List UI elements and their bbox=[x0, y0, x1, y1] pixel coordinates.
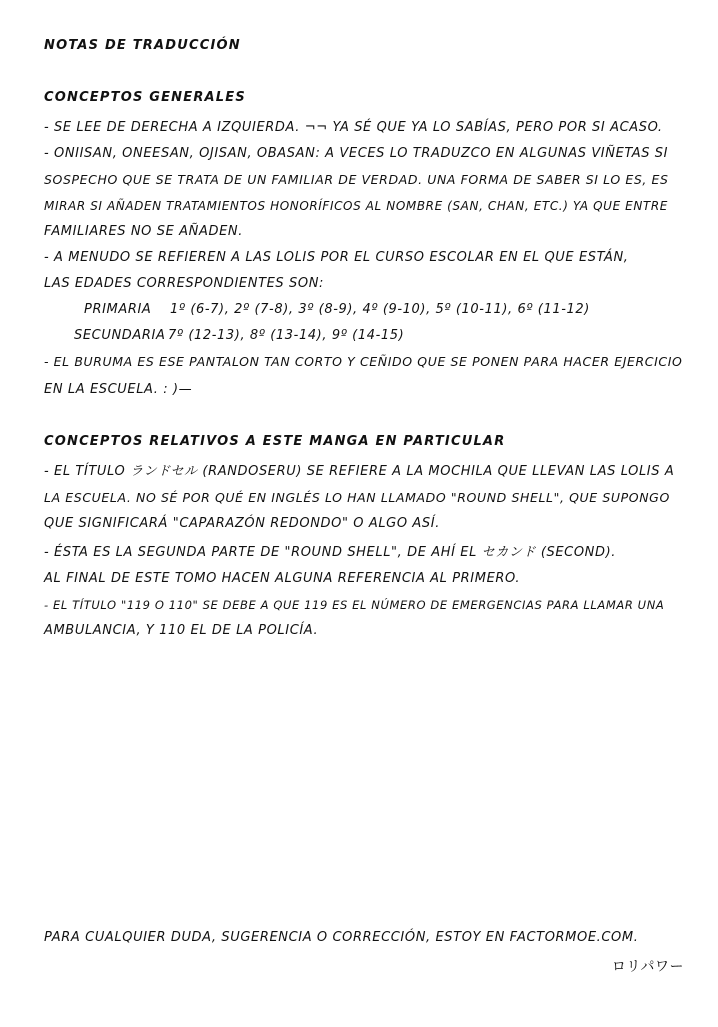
particular-line-2: LA ESCUELA. NO SÉ POR QUÉ EN INGLÉS LO HAN LLAMADO "ROUND SHELL", QUE SUPONGO bbox=[44, 490, 670, 505]
particular-line-7: AMBULANCIA, Y 110 EL DE LA POLICÍA. bbox=[44, 623, 319, 638]
secundaria-row bbox=[74, 328, 404, 344]
general-line-3: SOSPECHO QUE SE TRATA DE UN FAMILIAR DE VERDAD. UNA FORMA DE SABER SI LO ES, ES bbox=[44, 172, 669, 187]
particular-line-3: QUE SIGNIFICARÁ "CAPARAZÓN REDONDO" O ALGO ASÍ. bbox=[44, 516, 440, 531]
particular-line-6: - EL TÍTULO "119 O 110" SE DEBE A QUE 119 ES EL NÚMERO DE EMERGENCIAS PARA LLAMAR UNA bbox=[44, 598, 665, 612]
particular-line-1: - EL TÍTULO ランドセル (RANDOSERU) SE REFIERE A LA MOCHILA QUE LLEVAN LAS LOLIS A bbox=[44, 464, 675, 479]
particular-line-4: - ÉSTA ES LA SEGUNDA PARTE DE "ROUND SHELL", DE AHÍ EL セカンド (SECOND). bbox=[44, 545, 616, 560]
primaria-label: PRIMARIA bbox=[84, 302, 152, 317]
general-line-4: MIRAR SI AÑADEN TRATAMIENTOS HONORÍFICOS AL NOMBRE (SAN, CHAN, ETC.) YA QUE ENTRE bbox=[44, 199, 668, 213]
general-line-7: LAS EDADES CORRESPONDIENTES SON: bbox=[44, 276, 324, 291]
buruma-line-2: EN LA ESCUELA. : )— bbox=[44, 382, 193, 397]
primaria-ages: 1º (6-7), 2º (7-8), 3º (8-9), 4º (9-10), 5º (10-11), 6º (11-12) bbox=[170, 302, 590, 317]
page-title: NOTAS DE TRADUCCIÓN bbox=[44, 38, 241, 53]
general-line-5: FAMILIARES NO SE AÑADEN. bbox=[44, 224, 243, 239]
general-line-2: - ONIISAN, ONEESAN, OJISAN, OBASAN: A VECES LO TRADUZCO EN ALGUNAS VIÑETAS SI bbox=[44, 146, 669, 161]
general-concepts-heading: CONCEPTOS GENERALES bbox=[44, 90, 246, 105]
general-line-6: - A MENUDO SE REFIEREN A LAS LOLIS POR EL CURSO ESCOLAR EN EL QUE ESTÁN, bbox=[44, 250, 629, 265]
translator-signature: ロリパワー bbox=[611, 959, 684, 975]
secundaria-ages: 7º (12-13), 8º (13-14), 9º (14-15) bbox=[168, 328, 405, 343]
particular-line-5: AL FINAL DE ESTE TOMO HACEN ALGUNA REFERENCIA AL PRIMERO. bbox=[44, 571, 521, 586]
particular-concepts-heading: CONCEPTOS RELATIVOS A ESTE MANGA EN PARTICULAR bbox=[44, 434, 506, 449]
general-line-1: - SE LEE DE DERECHA A IZQUIERDA. ¬¬ YA SÉ QUE YA LO SABÍAS, PERO POR SI ACASO. bbox=[44, 120, 663, 135]
contact-line: PARA CUALQUIER DUDA, SUGERENCIA O CORRECCIÓN, ESTOY EN FACTORMOE.COM. bbox=[44, 930, 639, 945]
buruma-line-1: - EL BURUMA ES ESE PANTALON TAN CORTO Y CEÑIDO QUE SE PONEN PARA HACER EJERCICIO bbox=[44, 354, 683, 369]
secundaria-label: SECUNDARIA bbox=[74, 328, 166, 343]
primaria-row bbox=[84, 302, 590, 318]
